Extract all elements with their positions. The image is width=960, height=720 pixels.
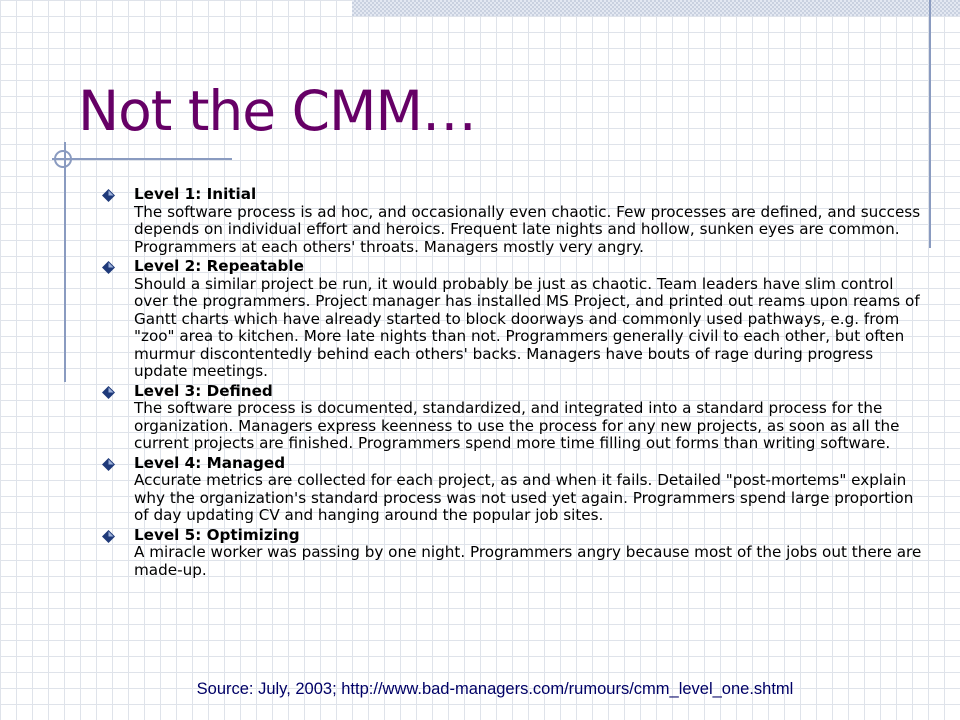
diamond-bullet-icon xyxy=(102,530,115,543)
diamond-bullet-icon xyxy=(102,261,115,274)
decorative-left-line xyxy=(64,142,66,382)
slide-title: Not the CMM… xyxy=(78,79,476,143)
decorative-top-band xyxy=(352,0,960,16)
level-name: Level 3: Defined xyxy=(134,381,273,400)
decorative-horizontal-line xyxy=(52,158,232,160)
level-name: Level 5: Optimizing xyxy=(134,525,300,544)
decorative-ring xyxy=(54,150,72,168)
level-description: The software process is documented, standardized, and integrated into a standard process for the organization. Managers express keenness to use the process for any new projects, as soon as all the current projects are finished. Programmers spend more time filling out forms than writing software. xyxy=(134,399,900,452)
level-name: Level 1: Initial xyxy=(134,185,257,203)
source-citation: Source: July, 2003; http://www.bad-managers.com/rumours/cmm_level_one.shtml xyxy=(196,680,794,698)
level-description: The software process is ad hoc, and occasionally even chaotic. Few processes are defined, and success depends on individual effort and heroics. Frequent late nights and hollow, sunken eyes are common. Programmers at each others' throats. Managers mostly very angry. xyxy=(134,202,921,256)
list-item xyxy=(100,527,930,580)
level-description: Accurate metrics are collected for each project, as and when it fails. Detailed "post-mortems" explain why the organization's standard process was not used yet again. Programmers spend large proportion of day updating CV and hanging around the popular job sites. xyxy=(134,471,914,524)
level-name: Level 2: Repeatable xyxy=(134,257,304,275)
level-list xyxy=(100,186,930,581)
list-item xyxy=(100,455,930,525)
diamond-bullet-icon xyxy=(102,458,115,471)
level-name: Level 4: Managed xyxy=(134,453,286,472)
list-item xyxy=(100,383,930,453)
list-item xyxy=(100,186,930,256)
diamond-bullet-icon xyxy=(102,386,115,399)
level-description: Should a similar project be run, it would probably be just as chaotic. Team leaders have slim control over the programmers. Project manager has installed MS Project, and printed out reams upon reams of Gantt charts which have already started to block doorways and commonly used pathways, e.g. from "zoo" area to kitchen. More late nights than not. Programmers generally civil to each other, but often murmur discontentedly behind each others' backs. Managers have bouts of rage during progress update meetings. xyxy=(134,274,920,380)
level-description: A miracle worker was passing by one night. Programmers angry because most of the jobs out there are made-up. xyxy=(134,543,922,579)
diamond-bullet-icon xyxy=(102,189,115,202)
list-item xyxy=(100,258,930,381)
